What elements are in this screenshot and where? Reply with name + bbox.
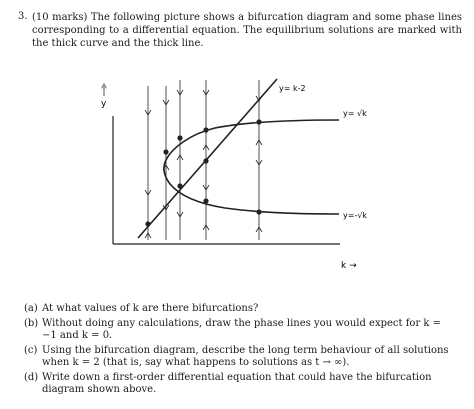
lower-curve-label: y=-√k	[343, 211, 368, 220]
equilibrium-point	[163, 149, 168, 154]
equilibrium-point	[203, 127, 208, 132]
part-label: (b)	[24, 318, 39, 329]
equilibrium-point	[177, 135, 182, 140]
equilibrium-point	[203, 158, 208, 163]
part-label: (d)	[24, 372, 39, 383]
question-part-b	[24, 318, 454, 342]
part-text: At what values of k are there bifurcations?	[42, 303, 259, 314]
phase-lines	[145, 80, 262, 240]
equilibrium-point	[256, 209, 261, 214]
question-part-c	[24, 345, 454, 369]
equilibrium-curve-sqrt	[164, 120, 339, 214]
part-text: Without doing any calculations, draw the phase lines you would expect for k = −1 and k = 0.	[42, 318, 442, 341]
equilibrium-point	[203, 198, 208, 203]
line-label: y= k-2	[279, 84, 306, 93]
question-parts	[24, 303, 454, 399]
y-axis-label: y	[101, 99, 107, 109]
part-label: (c)	[24, 345, 38, 356]
question-intro: (10 marks) The following picture shows a bifurcation diagram and some phase lines corresponding to a differential equation. The equilibrium solutions are marked with the thick curve and the thick line.	[32, 12, 462, 49]
question-number: 3.	[18, 11, 28, 22]
equilibrium-line	[138, 79, 277, 238]
part-label: (a)	[24, 303, 38, 314]
equilibrium-point	[145, 221, 150, 226]
part-text: Using the bifurcation diagram, describe the long term behaviour of all solutions when k = 2 (that is, say what happens to solutions as t → ∞).	[42, 345, 449, 368]
equilibrium-point	[256, 119, 261, 124]
question-part-d	[24, 372, 454, 396]
question-part-a	[24, 303, 454, 315]
part-text: Write down a first-order differential equation that could have the bifurcation diagram shown above.	[42, 372, 432, 395]
x-axis-label: k →	[341, 261, 357, 271]
upper-curve-label: y= √k	[343, 109, 367, 118]
equilibrium-point	[177, 183, 182, 188]
